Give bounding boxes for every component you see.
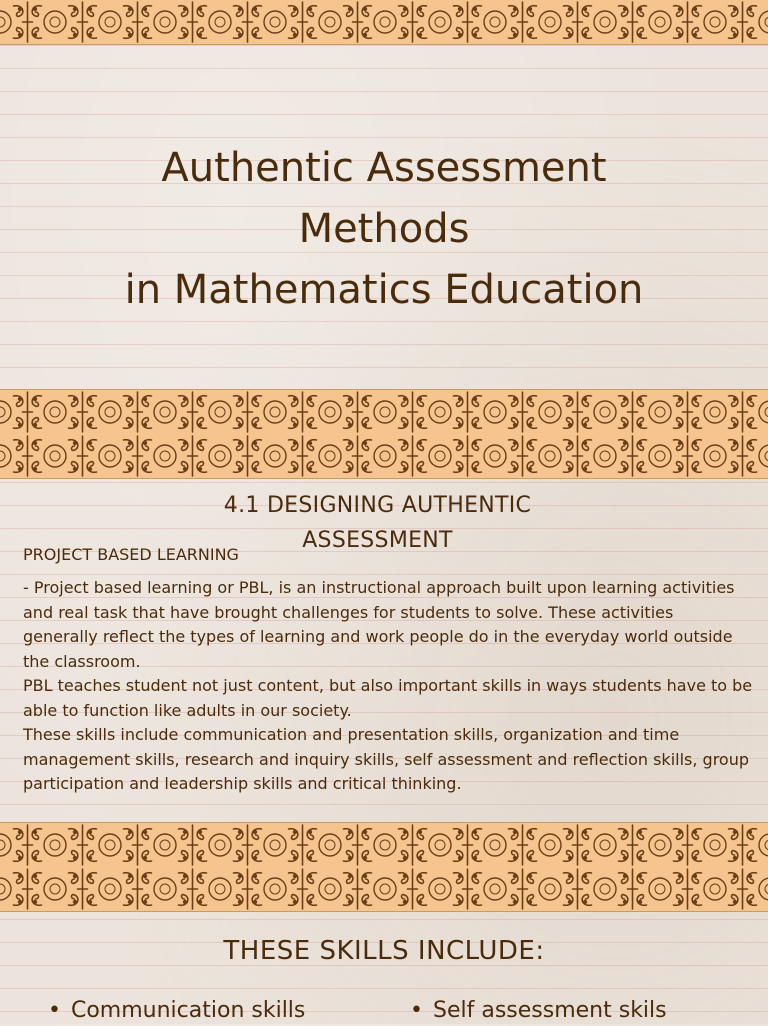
bullet-icon: • (410, 998, 423, 1023)
ornamental-border-middle (0, 389, 768, 479)
paragraph: PBL teaches student not just content, but also important skills in ways students have to be able to function like adults in our society. (23, 676, 753, 720)
page-title (0, 138, 768, 321)
floral-scroll-icon (0, 823, 768, 911)
skill-list-item (48, 996, 305, 1026)
paragraph: - Project based learning or PBL, is an instructional approach built upon learning activities and real task that have brought challenges for students to solve. These activities generally reflect the types of learning and work people do in the everyday world outside the classroom. (23, 578, 735, 671)
section-heading: 4.1 DESIGNING AUTHENTIC ASSESSMENT (223, 493, 532, 553)
title-line-3: in Mathematics Education (124, 267, 644, 313)
title-line-2: Methods (298, 206, 470, 252)
pbl-body (23, 576, 753, 797)
bullet-icon: • (48, 998, 61, 1023)
ornamental-border-top (0, 0, 768, 45)
paragraph: These skills include communication and presentation skills, organization and time management skills, research and inquiry skills, self assessment and reflection skills, group participation and leadership skills and critical thinking. (23, 725, 749, 793)
skill-label: Communication skills (70, 998, 306, 1023)
floral-scroll-icon (0, 0, 768, 44)
floral-scroll-icon (0, 390, 768, 478)
title-line-1: Authentic Assessment (161, 145, 607, 191)
skill-list-item (410, 996, 667, 1026)
pbl-label: PROJECT BASED LEARNING (23, 545, 239, 564)
skill-label: Self assessment skils (432, 998, 667, 1023)
ornamental-border-lower (0, 822, 768, 912)
skills-heading: THESE SKILLS INCLUDE: (223, 936, 545, 966)
